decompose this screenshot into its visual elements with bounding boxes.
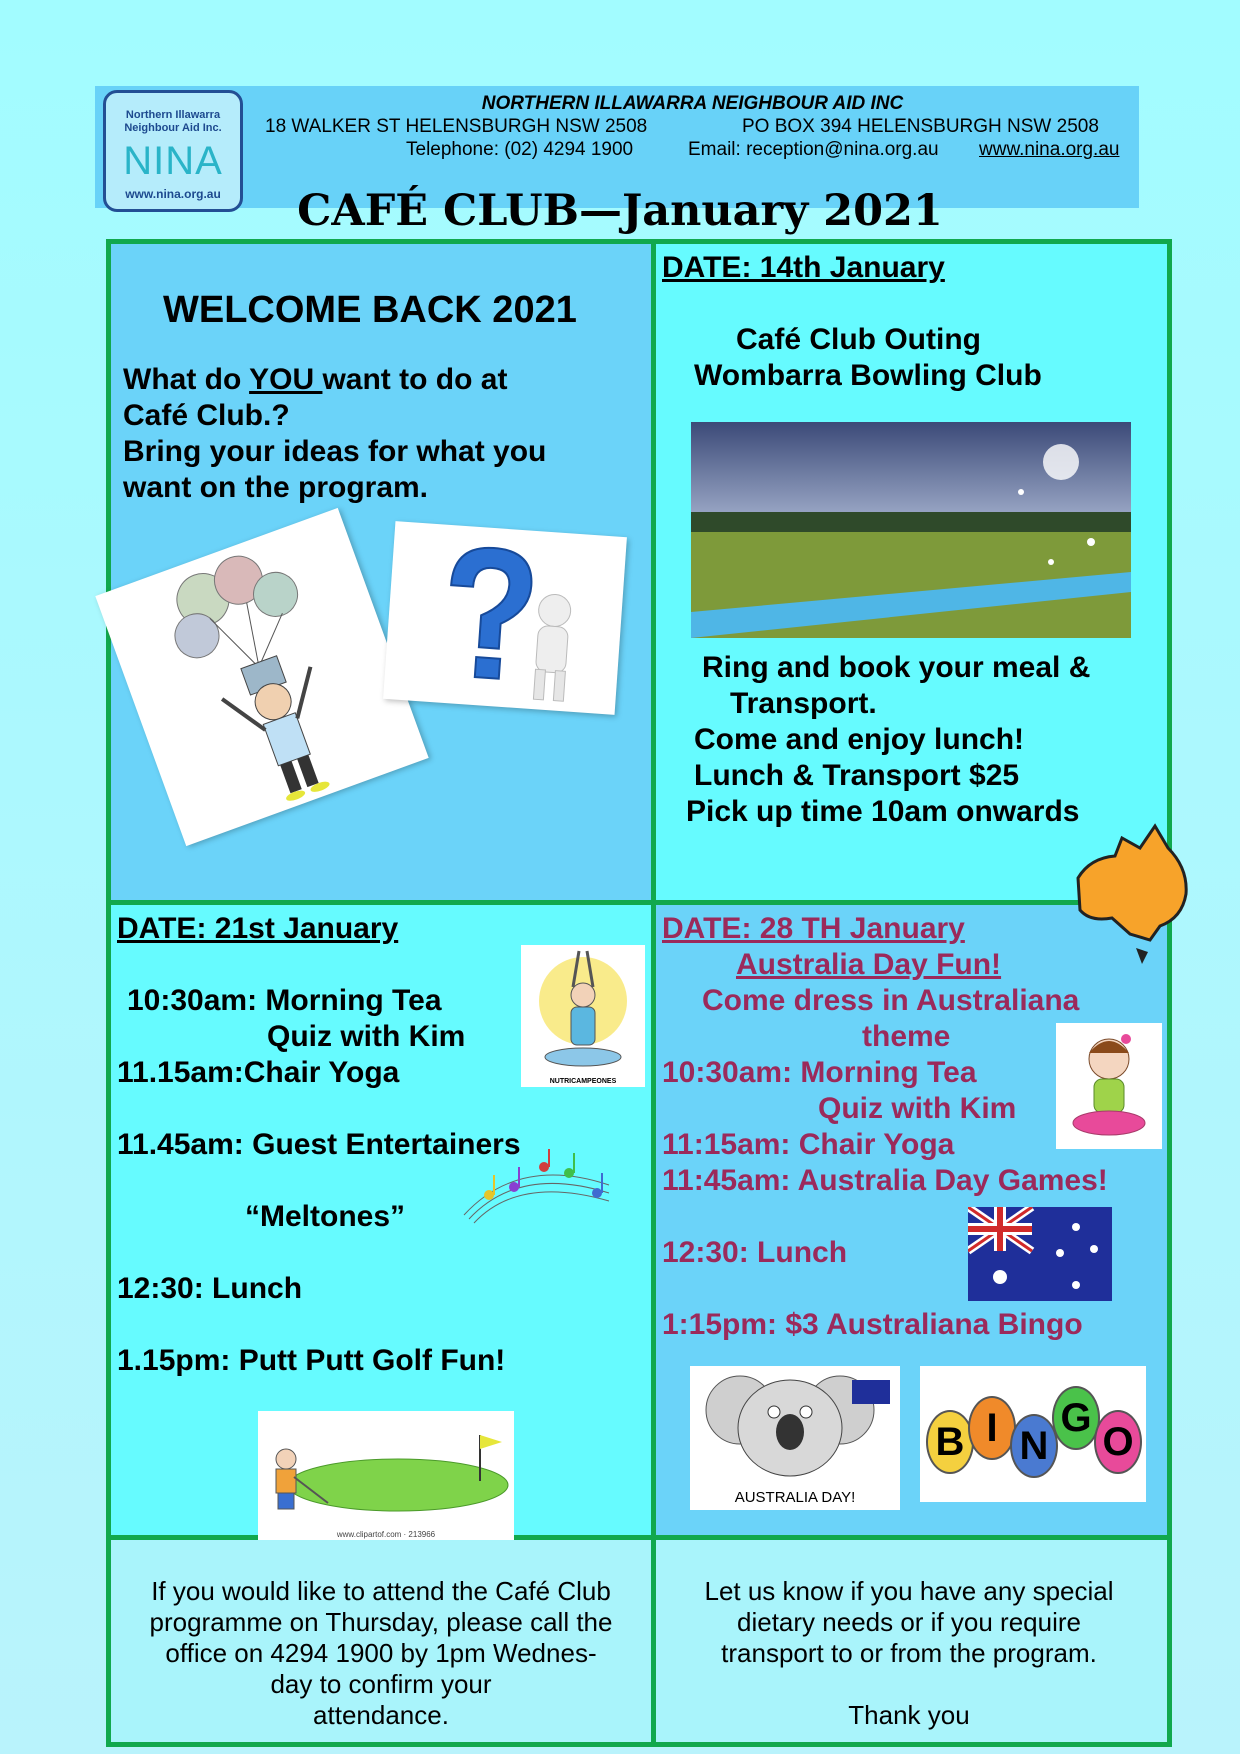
org-name: NORTHERN ILLAWARRA NEIGHBOUR AID INC: [481, 93, 904, 114]
program-grid: [106, 239, 1172, 1747]
jan28-theme2: theme: [862, 1020, 951, 1053]
bingo-ball-o: O: [1094, 1410, 1142, 1474]
yoga-icon: [521, 945, 645, 1075]
jan28-title: Australia Day Fun!: [736, 948, 1002, 981]
australian-flag-image: [968, 1207, 1112, 1301]
attendance-line-1: programme on Thursday, please call the: [149, 1607, 613, 1637]
jan21-line-1: Quiz with Kim: [267, 1020, 466, 1053]
bingo-image: [920, 1366, 1146, 1502]
golf-icon: [258, 1411, 514, 1521]
website-link[interactable]: www.nina.org.au: [979, 139, 1120, 160]
jan21-date: DATE: 21st January: [117, 912, 399, 945]
jan28-panel: [656, 905, 1167, 1540]
meditating-girl-image: [1056, 1023, 1162, 1149]
koala-icon: [690, 1366, 900, 1482]
welcome-heading: WELCOME BACK 2021: [163, 289, 577, 331]
welcome-line1-post: want to do at: [322, 363, 508, 396]
dietary-line-4: Thank you: [848, 1700, 970, 1730]
jan21-line-6: 1.15pm: Putt Putt Golf Fun!: [117, 1344, 506, 1377]
meditating-girl-icon: [1056, 1023, 1162, 1149]
po-box: PO BOX 394 HELENSBURGH NSW 2508: [742, 116, 1099, 137]
attendance-line-0: If you would like to attend the Café Club: [151, 1576, 611, 1606]
welcome-line1: [123, 362, 507, 398]
welcome-line3: Bring your ideas for what you: [123, 435, 547, 468]
jan21-panel: [111, 905, 656, 1540]
bingo-ball-g: G: [1052, 1386, 1100, 1450]
logo-line1: Northern Illawarra: [125, 109, 221, 121]
bowling-green-image: [691, 422, 1131, 638]
outing-line-3: Lunch & Transport $25: [694, 759, 1020, 792]
jan21-line-5: 12:30: Lunch: [117, 1272, 303, 1305]
golf-image: [258, 1411, 514, 1541]
yoga-image: [521, 945, 645, 1087]
balloon-man-image: [95, 508, 428, 846]
golf-caption: www.clipartof.com · 213966: [336, 1530, 436, 1539]
bingo-ball-i: I: [968, 1396, 1016, 1460]
koala-caption: AUSTRALIA DAY!: [734, 1489, 856, 1506]
outing-line-0: Ring and book your meal &: [702, 651, 1091, 684]
logo-name: NINA: [123, 139, 223, 183]
jan28-line-2: 11:15am: Chair Yoga: [662, 1128, 955, 1161]
jan28-line-1: Quiz with Kim: [818, 1092, 1017, 1125]
jan28-line-5: 1:15pm: $3 Australiana Bingo: [662, 1308, 1083, 1341]
jan28-date: DATE: 28 TH January: [662, 912, 965, 945]
bingo-ball-b: B: [926, 1410, 974, 1474]
jan28-line-3: 11:45am: Australia Day Games!: [662, 1164, 1108, 1197]
dietary-panel: [656, 1540, 1167, 1742]
welcome-line1-pre: What do: [123, 363, 250, 396]
australian-flag-icon: [968, 1207, 1112, 1301]
email: Email: reception@nina.org.au: [688, 139, 939, 160]
jan21-line-0: 10:30am: Morning Tea: [127, 984, 442, 1017]
bingo-ball-n: N: [1010, 1414, 1058, 1478]
outing-line-4: Pick up time 10am onwards: [686, 795, 1080, 828]
koala-image: [690, 1366, 900, 1510]
telephone: Telephone: (02) 4294 1900: [406, 139, 634, 160]
outing-line-2: Come and enjoy lunch!: [694, 723, 1025, 756]
dietary-line-2: transport to or from the program.: [721, 1638, 1097, 1668]
bowling-green-icon: [691, 422, 1131, 638]
welcome-line4: want on the program.: [123, 471, 429, 504]
jan21-line-3: 11.45am: Guest Entertainers: [117, 1128, 521, 1161]
yoga-caption: NUTRICAMPEONES: [549, 1078, 617, 1085]
outing-line-1: Transport.: [730, 687, 877, 720]
page-title: CAFÉ CLUB—January 2021: [297, 186, 943, 236]
jan28-theme1: Come dress in Australiana: [702, 984, 1080, 1017]
attendance-line-4: attendance.: [313, 1700, 449, 1730]
australia-map-icon: [1060, 818, 1200, 968]
attendance-line-2: office on 4294 1900 by 1pm Wednes-: [165, 1638, 597, 1668]
question-mark-icon: [383, 521, 627, 715]
outing-date: DATE: 14th January: [662, 251, 945, 284]
welcome-panel: [111, 244, 656, 905]
outing-panel: [656, 244, 1167, 905]
dietary-text: [656, 1576, 1162, 1731]
question-mark-image: [383, 521, 627, 715]
jan21-line-2: 11.15am:Chair Yoga: [117, 1056, 400, 1089]
logo-line2: Neighbour Aid Inc.: [124, 122, 222, 134]
dietary-line-1: dietary needs or if you require: [737, 1607, 1081, 1637]
logo-web: www.nina.org.au: [125, 187, 221, 201]
jan21-line-4: “Meltones”: [245, 1200, 406, 1233]
attendance-panel: [111, 1540, 656, 1742]
outing-title1: Café Club Outing: [736, 323, 981, 356]
welcome-line2: Café Club.?: [123, 399, 290, 432]
attendance-text: [111, 1576, 651, 1731]
jan28-line-0: 10:30am: Morning Tea: [662, 1056, 977, 1089]
outing-title2: Wombarra Bowling Club: [694, 359, 1042, 392]
music-notes-icon: [459, 1145, 619, 1225]
balloon-man-icon: [95, 508, 428, 846]
dietary-line-0: Let us know if you have any special: [704, 1576, 1114, 1606]
dietary-spacer: [656, 1669, 1162, 1700]
welcome-you: YOU: [249, 363, 323, 396]
jan28-line-4: 12:30: Lunch: [662, 1236, 848, 1269]
street-address: 18 WALKER ST HELENSBURGH NSW 2508: [265, 116, 648, 137]
attendance-line-3: day to confirm your: [270, 1669, 492, 1699]
